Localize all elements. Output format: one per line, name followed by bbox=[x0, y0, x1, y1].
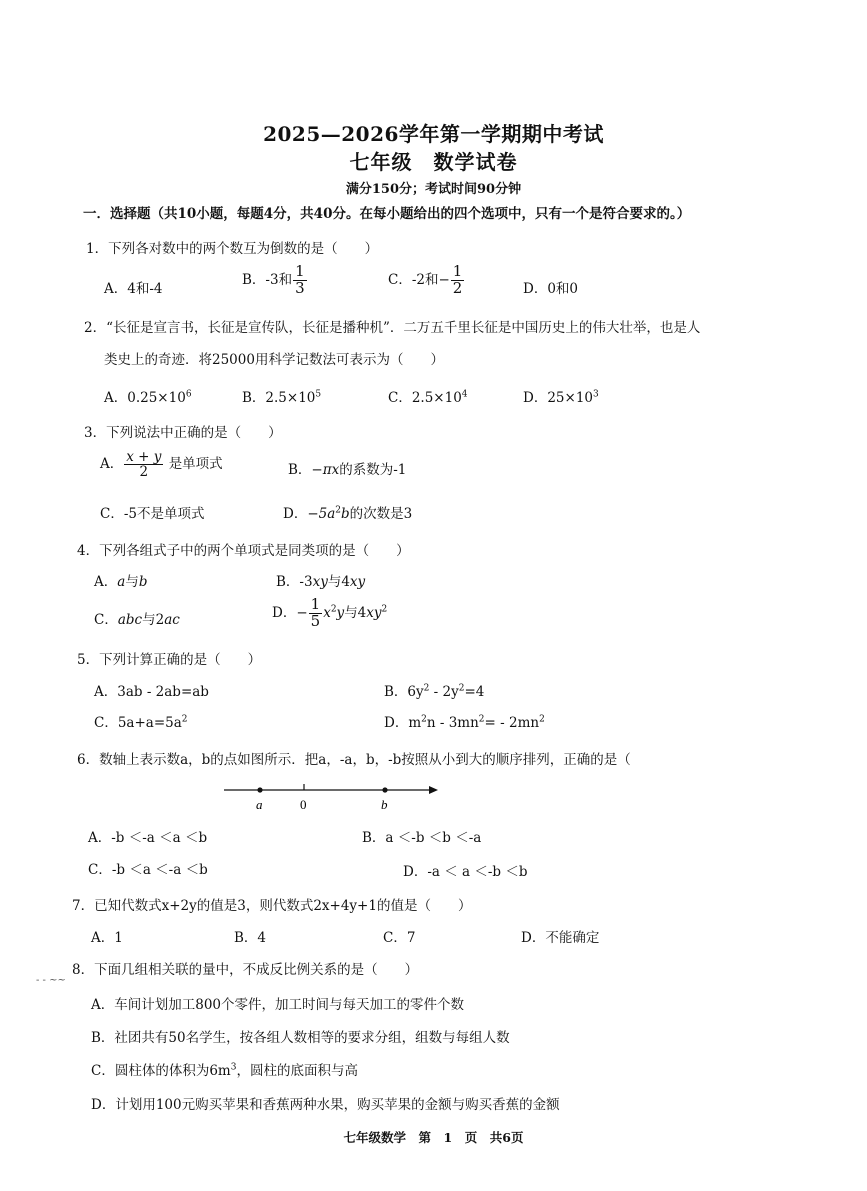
fraction: $\frac{1}{3}$ bbox=[295, 262, 305, 297]
zero-label: 0 bbox=[300, 797, 307, 812]
question-1-option-d: D．0和0 bbox=[523, 281, 579, 297]
question-8-option-a: A．车间计划加工800个零件，加工时间与每天加工的零件个数 bbox=[91, 997, 465, 1013]
question-1-option-c: C．-2和− $\frac{1}{2}$ bbox=[388, 262, 463, 297]
number-line-arrow bbox=[429, 786, 438, 794]
page-footer: 七年级数学 第 1 页 共6页 bbox=[343, 1130, 524, 1145]
question-1-stem: 1．下列各对数中的两个数互为倒数的是（ ） bbox=[86, 241, 379, 257]
section-heading: 一．选择题（共10小题，每题4分，共40分。在每小题给出的四个选项中，只有一个是符合要求的。） bbox=[83, 206, 691, 222]
question-6-option-a: A．-b ＜-a ＜a ＜b bbox=[88, 830, 208, 846]
question-3-option-a: A． $\frac{x + y}{2}$ 是单项式 bbox=[100, 449, 223, 481]
question-5-option-b: B．$6y^2 - 2y^2=4$ bbox=[384, 683, 485, 700]
question-8-option-b: B．社团共有50名学生，按各组人数相等的要求分组，组数与每组人数 bbox=[91, 1030, 510, 1046]
question-3-option-b: B．−πx的系数为-1 bbox=[288, 462, 407, 478]
exam-subtitle: 七年级 数学试卷 bbox=[349, 150, 518, 174]
question-2-option-c: C．$2.5\times 10^4$ bbox=[388, 389, 468, 406]
question-7-option-d: D．不能确定 bbox=[521, 930, 600, 946]
question-7-option-b: B．4 bbox=[234, 930, 267, 946]
question-4-option-a: A．a与b bbox=[94, 574, 148, 590]
fraction: $\frac{1}{2}$ bbox=[452, 262, 463, 297]
question-6-option-d: D．-a ＜ a ＜-b ＜b bbox=[403, 864, 528, 880]
question-8-stem: 8．下面几组相关联的量中，不成反比例关系的是（ ） bbox=[72, 962, 419, 978]
fraction: $\frac{1}{5}$ bbox=[310, 595, 321, 630]
question-3-stem: 3．下列说法中正确的是（ ） bbox=[84, 425, 282, 441]
question-3-option-c: C．-5不是单项式 bbox=[100, 506, 205, 522]
question-1-option-a: A．4和-4 bbox=[104, 281, 163, 297]
number-line-figure bbox=[222, 776, 442, 816]
question-7-option-a: A．1 bbox=[91, 930, 123, 946]
point-b-label: b bbox=[381, 797, 388, 812]
scan-smudge: - - ~~ bbox=[36, 975, 66, 986]
question-2-stem-line-1: 2．“长征是宣言书，长征是宣传队，长征是播种机”．二万五千里长征是中国历史上的伟大壮举，也是人 bbox=[84, 320, 701, 336]
question-6-stem: 6．数轴上表示数a，b的点如图所示．把a，-a，b，-b按照从小到大的顺序排列，正确的是（ bbox=[77, 752, 631, 768]
point-b-marker bbox=[382, 787, 387, 792]
point-a-marker bbox=[257, 787, 262, 792]
question-4-option-d: D．− $\frac{1}{5}$ $x^2y$与$4xy^2$ bbox=[272, 595, 388, 630]
question-4-option-c: C．abc与2ac bbox=[94, 612, 180, 628]
question-5-option-d: D．$m^2n - 3mn^2= - 2mn^2$ bbox=[384, 714, 545, 731]
question-8-option-d: D．计划用100元购买苹果和香蕉两种水果，购买苹果的金额与购买香蕉的金额 bbox=[91, 1097, 560, 1113]
question-2-option-a: A．$0.25\times 10^6$ bbox=[104, 389, 192, 406]
question-2-option-d: D．$25\times 10^3$ bbox=[523, 389, 599, 406]
question-8-option-c: C．圆柱体的体积为$6m^3$，圆柱的底面积与高 bbox=[91, 1062, 358, 1079]
point-a-label: a bbox=[256, 797, 263, 812]
question-6-option-b: B．a ＜-b ＜b ＜-a bbox=[362, 830, 482, 846]
fraction: $\frac{x + y}{2}$ bbox=[126, 449, 162, 481]
question-2-stem-line-2: 类史上的奇迹．将25000用科学记数法可表示为（ ） bbox=[104, 352, 444, 368]
question-7-stem: 7．已知代数式x+2y的值是3，则代数式2x+4y+1的值是（ ） bbox=[72, 898, 472, 914]
question-5-option-a: A．3ab - 2ab=ab bbox=[94, 684, 209, 700]
question-4-stem: 4．下列各组式子中的两个单项式是同类项的是（ ） bbox=[77, 543, 410, 559]
question-2-option-b: B．$2.5\times 10^5$ bbox=[242, 389, 322, 406]
question-5-option-c: C．$5a+a=5a^2$ bbox=[94, 714, 188, 731]
question-4-option-b: B．-3xy与4xy bbox=[276, 574, 366, 590]
exam-info: 满分150分；考试时间90分钟 bbox=[345, 182, 522, 197]
question-7-option-c: C．7 bbox=[383, 930, 416, 946]
exam-title: 2025—2026学年第一学期期中考试 bbox=[263, 122, 604, 146]
question-3-option-d: D．$-5a^2b$的次数是3 bbox=[283, 505, 413, 522]
question-1-option-b: B．-3和 $\frac{1}{3}$ bbox=[242, 262, 305, 297]
question-6-option-c: C．-b ＜a ＜-a ＜b bbox=[88, 862, 208, 878]
question-5-stem: 5．下列计算正确的是（ ） bbox=[77, 652, 262, 668]
